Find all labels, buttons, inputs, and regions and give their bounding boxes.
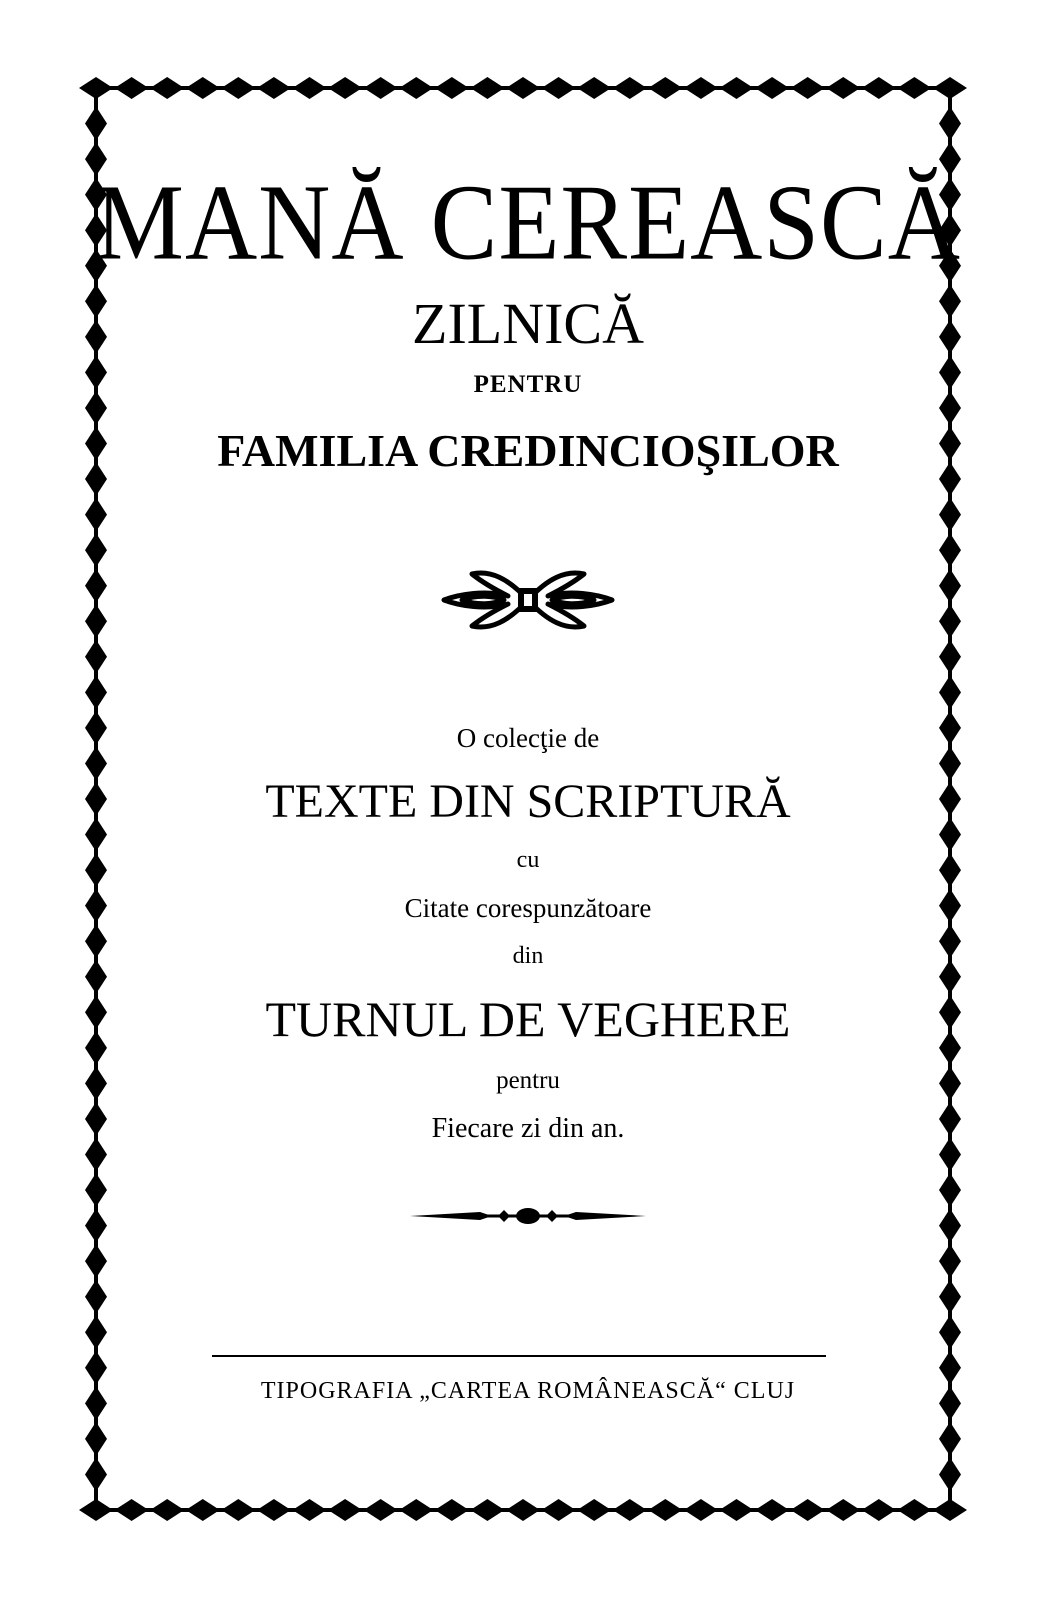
border-diamond [684,77,718,99]
border-diamond [364,1499,398,1521]
audience-heading: FAMILIA CREDINCIOŞILOR [217,425,839,476]
border-diamond [186,1499,220,1521]
border-diamond [85,533,107,567]
border-diamond [826,1499,860,1521]
border-diamond [939,1422,961,1456]
border-diamond [897,1499,931,1521]
border-diamond [85,1457,107,1491]
footer-rule [212,1355,826,1357]
border-diamond [862,1499,896,1521]
border-diamond [939,1315,961,1349]
border-diamond [939,1457,961,1491]
border-diamond [435,77,469,99]
flourish-ornament-icon [438,560,618,640]
border-diamond [257,77,291,99]
border-diamond [506,1499,540,1521]
border-diamond [470,77,504,99]
border-diamond [542,1499,576,1521]
border-diamond [755,77,789,99]
border-diamond [720,77,754,99]
border-diamond [435,1499,469,1521]
border-diamond [755,1499,789,1521]
border-diamond [85,498,107,532]
border-diamond [115,1499,149,1521]
border-diamond [85,569,107,603]
border-diamond [79,1499,113,1521]
quotes-label: Citate corespunzătoare [404,893,652,923]
border-diamond [85,1280,107,1314]
border-diamond [939,1244,961,1278]
border-diamond [186,77,220,99]
border-diamond [720,1499,754,1521]
border-diamond [328,1499,362,1521]
border-diamond [939,675,961,709]
border-diamond [150,1499,184,1521]
for-label: PENTRU [473,371,583,398]
border-diamond [221,77,255,99]
border-diamond [364,77,398,99]
border-diamond [862,77,896,99]
border-diamond [791,77,825,99]
border-diamond [85,640,107,674]
arrow-diamond-divider-icon [410,1204,646,1228]
border-diamond [939,1173,961,1207]
border-diamond [613,77,647,99]
border-diamond [293,77,327,99]
border-diamond [939,498,961,532]
from-label: din [512,943,544,969]
border-diamond [328,77,362,99]
border-diamond [939,533,961,567]
border-diamond [613,1499,647,1521]
subtitle: ZILNICĂ [412,291,644,356]
border-diamond [939,1280,961,1314]
border-diamond [939,1209,961,1243]
title: MANĂ CEREASCĂ [95,162,961,283]
border-diamond [85,604,107,638]
border-diamond [115,77,149,99]
border-diamond [85,1422,107,1456]
border-diamond [939,569,961,603]
border-diamond [648,77,682,99]
printer-imprint: TIPOGRAFIA „CARTEA ROMÂNEASCĂ“ CLUJ [260,1378,796,1404]
border-diamond [648,1499,682,1521]
border-diamond [577,77,611,99]
border-diamond [939,640,961,674]
border-diamond [399,1499,433,1521]
border-diamond [85,1209,107,1243]
border-diamond [542,77,576,99]
border-diamond [150,77,184,99]
border-diamond [791,1499,825,1521]
source-name: TURNUL DE VEGHERE [265,991,791,1047]
border-diamond [257,1499,291,1521]
border-diamond [293,1499,327,1521]
each-day-label: Fiecare zi din an. [431,1113,625,1144]
border-diamond [79,77,113,99]
border-diamond [85,675,107,709]
border-diamond [399,77,433,99]
with-label: cu [516,847,540,873]
collection-name: TEXTE DIN SCRIPTURĂ [265,775,791,828]
border-diamond [933,77,967,99]
for-label-2: pentru [496,1067,560,1094]
border-diamond [939,604,961,638]
border-diamond [506,77,540,99]
border-diamond [939,107,961,141]
border-diamond [85,1173,107,1207]
border-diamond [897,77,931,99]
collection-intro: O colecţie de [456,723,600,753]
border-diamond [85,1315,107,1349]
border-diamond [85,107,107,141]
border-diamond [221,1499,255,1521]
border-diamond [85,1244,107,1278]
border-diamond [470,1499,504,1521]
border-diamond [684,1499,718,1521]
border-diamond [826,77,860,99]
border-diamond [577,1499,611,1521]
border-diamond [933,1499,967,1521]
